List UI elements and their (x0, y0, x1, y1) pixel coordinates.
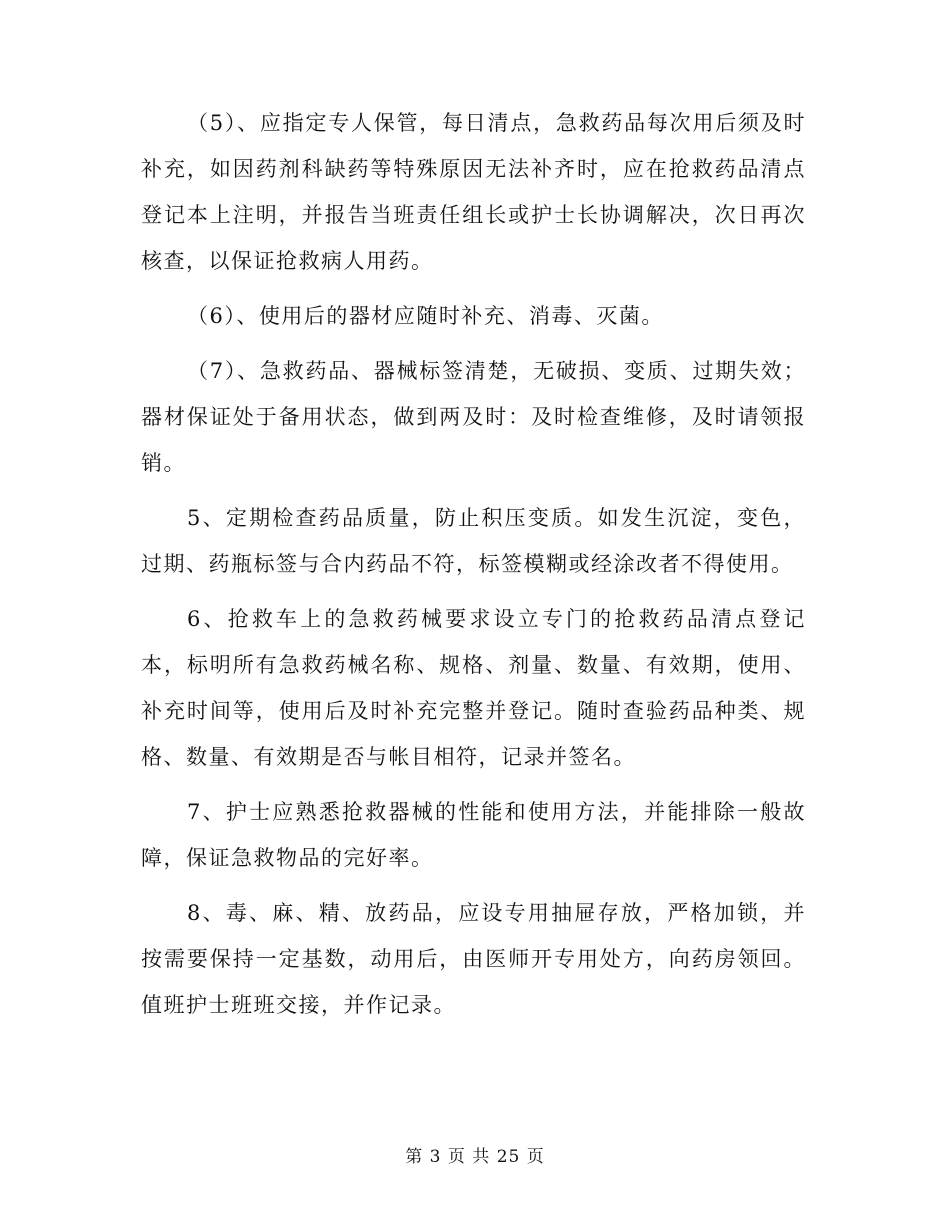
paragraph-section-6: 6、抢救车上的急救药械要求设立专门的抢救药品清点登记本，标明所有急救药械名称、规格、剂量、数量、有效期，使用、补充时间等，使用后及时补充完整并登记。随时查验药品种类、规格、数量、有效期是否与帐目相符，记录并签名。 (141, 607, 806, 769)
page-footer (0, 1142, 950, 1167)
paragraph-item-5: （5）、应指定专人保管，每日清点，急救药品每次用后须及时补充，如因药剂科缺药等特殊原因无法补齐时，应在抢救药品清点登记本上注明，并报告当班责任组长或护士长协调解决，次日再次核查，以保证抢救病人用药。 (141, 111, 806, 273)
footer-current-page: 3 (429, 1147, 442, 1167)
footer-prefix: 第 (405, 1147, 424, 1167)
footer-middle: 页 共 (447, 1147, 491, 1167)
document-body (141, 100, 806, 1028)
paragraph-item-7: （7）、急救药品、器械标签清楚，无破损、变质、过期失效；器材保证处于备用状态，做到两及时：及时检查维修，及时请领报销。 (141, 359, 806, 475)
footer-total-pages: 25 (496, 1147, 521, 1167)
paragraph-item-6: （6）、使用后的器材应随时补充、消毒、灭菌。 (187, 304, 664, 328)
paragraph-section-8: 8、毒、麻、精、放药品，应设专用抽屉存放，严格加锁，并按需要保持一定基数，动用后，由医师开专用处方，向药房领回。值班护士班班交接，并作记录。 (141, 901, 806, 1017)
footer-suffix: 页 (526, 1147, 545, 1167)
paragraph-section-5: 5、定期检查药品质量，防止积压变质。如发生沉淀，变色，过期、药瓶标签与合内药品不符，标签模糊或经涂改者不得使用。 (141, 506, 806, 576)
paragraph-section-7: 7、护士应熟悉抢救器械的性能和使用方法，并能排除一般故障，保证急救物品的完好率。 (141, 800, 806, 870)
